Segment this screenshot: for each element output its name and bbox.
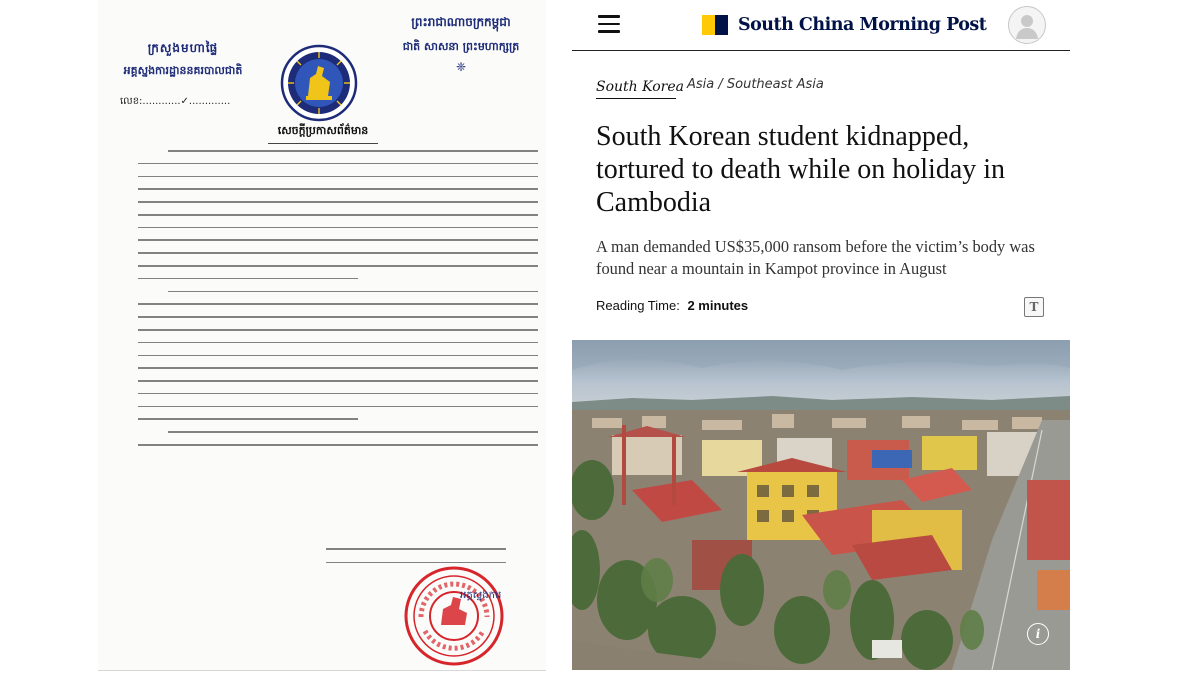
ornament-icon: ❈ bbox=[455, 60, 467, 74]
kingdom-name: ព្រះរាជាណាចក្រកម្ពុជា bbox=[411, 15, 511, 29]
kingdom-motto: ជាតិ សាសនា ព្រះមហាក្សត្រ bbox=[402, 40, 520, 53]
info-icon[interactable]: i bbox=[1027, 623, 1049, 645]
police-emblem-icon bbox=[280, 44, 358, 122]
press-release-document bbox=[98, 0, 546, 671]
section-underline bbox=[596, 98, 676, 99]
signature: អគ្គស្នងការ bbox=[460, 590, 502, 601]
article-headline: South Korean student kidnapped, tortured to death while on holiday in Cambodia bbox=[596, 121, 1006, 218]
town-aerial-image bbox=[572, 340, 1070, 670]
site-logo[interactable] bbox=[702, 13, 986, 37]
reading-time-value: 2 minutes bbox=[687, 298, 749, 313]
document-body-text bbox=[138, 150, 538, 460]
hamburger-menu-icon[interactable] bbox=[598, 15, 620, 33]
reading-time-label: Reading Time: bbox=[596, 298, 680, 313]
article-photo bbox=[572, 340, 1070, 670]
section-primary-link[interactable]: South Korea bbox=[596, 79, 684, 95]
heading-underline bbox=[268, 143, 378, 144]
section-breadcrumb bbox=[596, 76, 824, 95]
news-article bbox=[572, 0, 1070, 675]
document-heading bbox=[218, 124, 428, 144]
official-seal-icon bbox=[403, 565, 505, 667]
document-title: សេចក្ដីប្រកាសព័ត៌មាន bbox=[277, 124, 369, 137]
user-avatar-icon[interactable] bbox=[1008, 6, 1046, 44]
reading-time bbox=[596, 298, 748, 313]
ministry-name: ក្រសួងមហាផ្ទៃ bbox=[147, 41, 219, 55]
kingdom-header bbox=[386, 14, 536, 74]
reference-number: លេខ:............✓............. bbox=[120, 96, 231, 107]
logo-mark-icon bbox=[702, 15, 728, 35]
site-header bbox=[572, 0, 1070, 51]
police-department-name: អគ្គស្នងការដ្ឋាននគរបាលជាតិ bbox=[123, 64, 243, 77]
article-summary: A man demanded US$35,000 ransom before the victim’s body was found near a mountain in Kampot province in August bbox=[596, 237, 1035, 278]
text-size-icon[interactable]: T bbox=[1024, 297, 1044, 317]
ministry-header bbox=[108, 40, 258, 109]
section-secondary-link[interactable]: Asia / Southeast Asia bbox=[687, 77, 824, 92]
logo-text: South China Morning Post bbox=[738, 15, 987, 35]
